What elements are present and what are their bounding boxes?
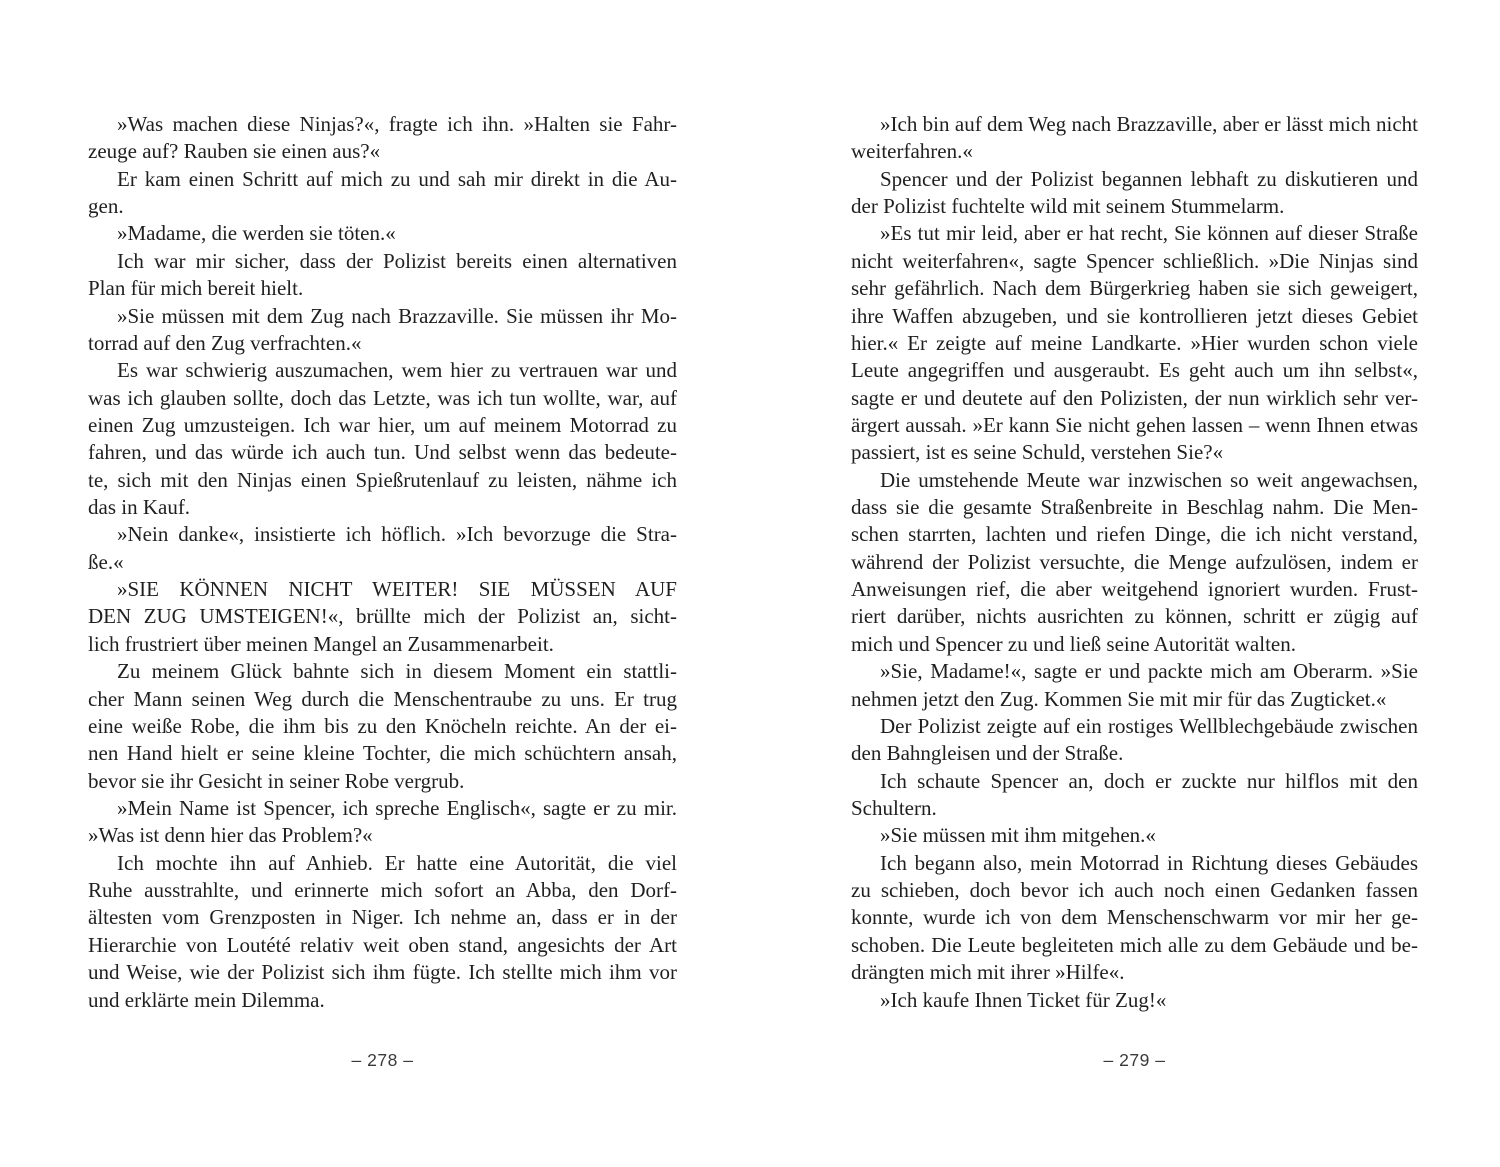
text-line: drängten mich mit ihrer »Hilfe«. [851, 960, 1125, 985]
text-line: »Mein Name ist Spencer, ich spreche Englisch«, sagte er zu mir. [117, 795, 677, 820]
text-line: »Sie müssen mit ihm mitgehen.« [880, 823, 1156, 848]
text-line: »Madame, die werden sie töten.« [117, 221, 396, 246]
text-line: fahren, und das würde ich auch tun. Und selbst wenn das bedeute- [88, 440, 677, 465]
text-line: ärgert aussah. »Er kann Sie nicht gehen lassen – wenn Ihnen etwas [851, 412, 1418, 437]
text-line: »Was machen diese Ninjas?«, fragte ich ihn. »Halten sie Fahr- [117, 112, 677, 136]
text-line: den Bahngleisen und der Straße. [851, 741, 1124, 766]
text-line: mich und Spencer zu und ließ seine Autorität walten. [851, 631, 1296, 656]
text-line: und Weise, wie der Polizist sich ihm fügte. Ich stellte mich ihm vor [88, 960, 677, 985]
text-line: Plan für mich bereit hielt. [88, 276, 304, 301]
text-line: Spencer und der Polizist begannen lebhaft zu diskutieren und [880, 166, 1418, 191]
text-line: Anweisungen rief, die aber weitgehend ignoriert wurden. Frust- [851, 577, 1418, 602]
text-line: weiterfahren.« [851, 139, 973, 164]
text-line: passiert, ist es seine Schuld, verstehen Sie?« [851, 440, 1224, 465]
text-line: »Nein danke«, insistierte ich höflich. »Ich bevorzuge die Stra- [117, 522, 677, 547]
text-line: nen Hand hielt er seine kleine Tochter, die mich schüchtern ansah, [88, 741, 677, 766]
text-line: Ich schaute Spencer an, doch er zuckte nur hilflos mit den [880, 768, 1418, 793]
text-line: »Ich kaufe Ihnen Ticket für Zug!« [880, 987, 1167, 1012]
text-line: dass sie die gesamte Straßenbreite in Beschlag nahm. Die Men- [851, 495, 1418, 520]
text-line: Ich war mir sicher, dass der Polizist bereits einen alternativen [117, 248, 677, 273]
text-line: »Sie, Madame!«, sagte er und packte mich am Oberarm. »Sie [880, 659, 1418, 684]
text-line: Ich mochte ihn auf Anhieb. Er hatte eine Autorität, die viel [117, 850, 677, 875]
text-line: konnte, wurde ich von dem Menschenschwarm vor mir her ge- [851, 905, 1418, 930]
text-line: hier.« Er zeigte auf meine Landkarte. »Hier wurden schon viele [851, 330, 1418, 355]
text-line: der Polizist fuchtelte wild mit seinem Stummelarm. [851, 194, 1285, 219]
text-line: Es war schwierig auszumachen, wem hier zu vertrauen war und [117, 358, 677, 383]
page-right-text-column [851, 111, 1418, 1014]
text-line: Der Polizist zeigte auf ein rostiges Wellblechgebäude zwischen [880, 713, 1418, 738]
text-line: torrad auf den Zug verfrachten.« [88, 330, 362, 355]
text-line: zeuge auf? Rauben sie einen aus?« [88, 139, 381, 164]
text-line: ße.« [88, 549, 124, 574]
text-line: »Sie müssen mit dem Zug nach Brazzaville. Sie müssen ihr Mo- [117, 303, 677, 328]
text-line: »Es tut mir leid, aber er hat recht, Sie können auf dieser Straße [880, 221, 1418, 246]
text-line: ältesten vom Grenzposten in Niger. Ich nehme an, dass er in der [88, 905, 677, 930]
text-line: »Ich bin auf dem Weg nach Brazzaville, aber er lässt mich nicht [880, 112, 1418, 136]
text-line: schoben. Die Leute begleiteten mich alle zu dem Gebäude und be- [851, 932, 1418, 957]
text-line: während der Polizist versuchte, die Menge aufzulösen, indem er [851, 549, 1418, 574]
text-line: nehmen jetzt den Zug. Kommen Sie mit mir für das Zugticket.« [851, 686, 1387, 711]
text-line: Ich begann also, mein Motorrad in Richtung dieses Gebäudes [880, 850, 1418, 875]
text-line: DEN ZUG UMSTEIGEN!«, brüllte mich der Polizist an, sicht- [88, 604, 677, 629]
page-left-text-column [88, 111, 677, 1014]
text-line: was ich glauben sollte, doch das Letzte, was ich tun wollte, war, auf [88, 385, 677, 410]
text-line: und erklärte mein Dilemma. [88, 987, 325, 1012]
text-line: zu schieben, doch bevor ich auch noch einen Gedanken fassen [851, 878, 1418, 903]
text-line: lich frustriert über meinen Mangel an Zusammenarbeit. [88, 631, 554, 656]
text-line: »Was ist denn hier das Problem?« [88, 823, 373, 848]
text-line: te, sich mit den Ninjas einen Spießrutenlauf zu leisten, nähme ich [88, 467, 677, 492]
text-line: Schultern. [851, 795, 937, 820]
text-line: gen. [88, 194, 124, 219]
text-line: das in Kauf. [88, 495, 191, 520]
text-line: nicht weiterfahren«, sagte Spencer schließlich. »Die Ninjas sind [851, 248, 1418, 273]
text-line: Leute angegriffen und ausgeraubt. Es geht auch um ihn selbst«, [851, 358, 1418, 383]
text-line: sehr gefährlich. Nach dem Bürgerkrieg haben sie sich geweigert, [851, 276, 1418, 301]
text-line: »SIE KÖNNEN NICHT WEITER! SIE MÜSSEN AUF [117, 577, 677, 602]
text-line: bevor sie ihr Gesicht in seiner Robe vergrub. [88, 768, 465, 793]
text-line: eine weiße Robe, die ihm bis zu den Knöcheln reichte. An der ei- [88, 713, 677, 738]
text-line: Hierarchie von Loutété relativ weit oben stand, angesichts der Art [88, 932, 677, 957]
text-line: sagte er und deutete auf den Polizisten, der nun wirklich sehr ver- [851, 385, 1418, 410]
text-line: Er kam einen Schritt auf mich zu und sah mir direkt in die Au- [117, 166, 677, 191]
text-line: einen Zug umzusteigen. Ich war hier, um auf meinem Motorrad zu [88, 412, 677, 437]
text-line: Die umstehende Meute war inzwischen so weit angewachsen, [880, 467, 1418, 492]
text-line: riert darüber, nichts ausrichten zu können, schritt er zügig auf [851, 604, 1418, 629]
text-line: ihre Waffen abzugeben, und sie kontrollieren jetzt dieses Gebiet [851, 303, 1418, 328]
text-line: Zu meinem Glück bahnte sich in diesem Moment ein stattli- [117, 659, 677, 684]
text-line: cher Mann seinen Weg durch die Menschentraube zu uns. Er trug [88, 686, 677, 711]
page-right-number: – 279 – [1103, 1050, 1166, 1070]
page-left-number: – 278 – [351, 1050, 414, 1070]
text-line: schen starrten, lachten und riefen Dinge, die ich nicht verstand, [851, 522, 1418, 547]
text-line: Ruhe ausstrahlte, und erinnerte mich sofort an Abba, den Dorf- [88, 878, 677, 903]
